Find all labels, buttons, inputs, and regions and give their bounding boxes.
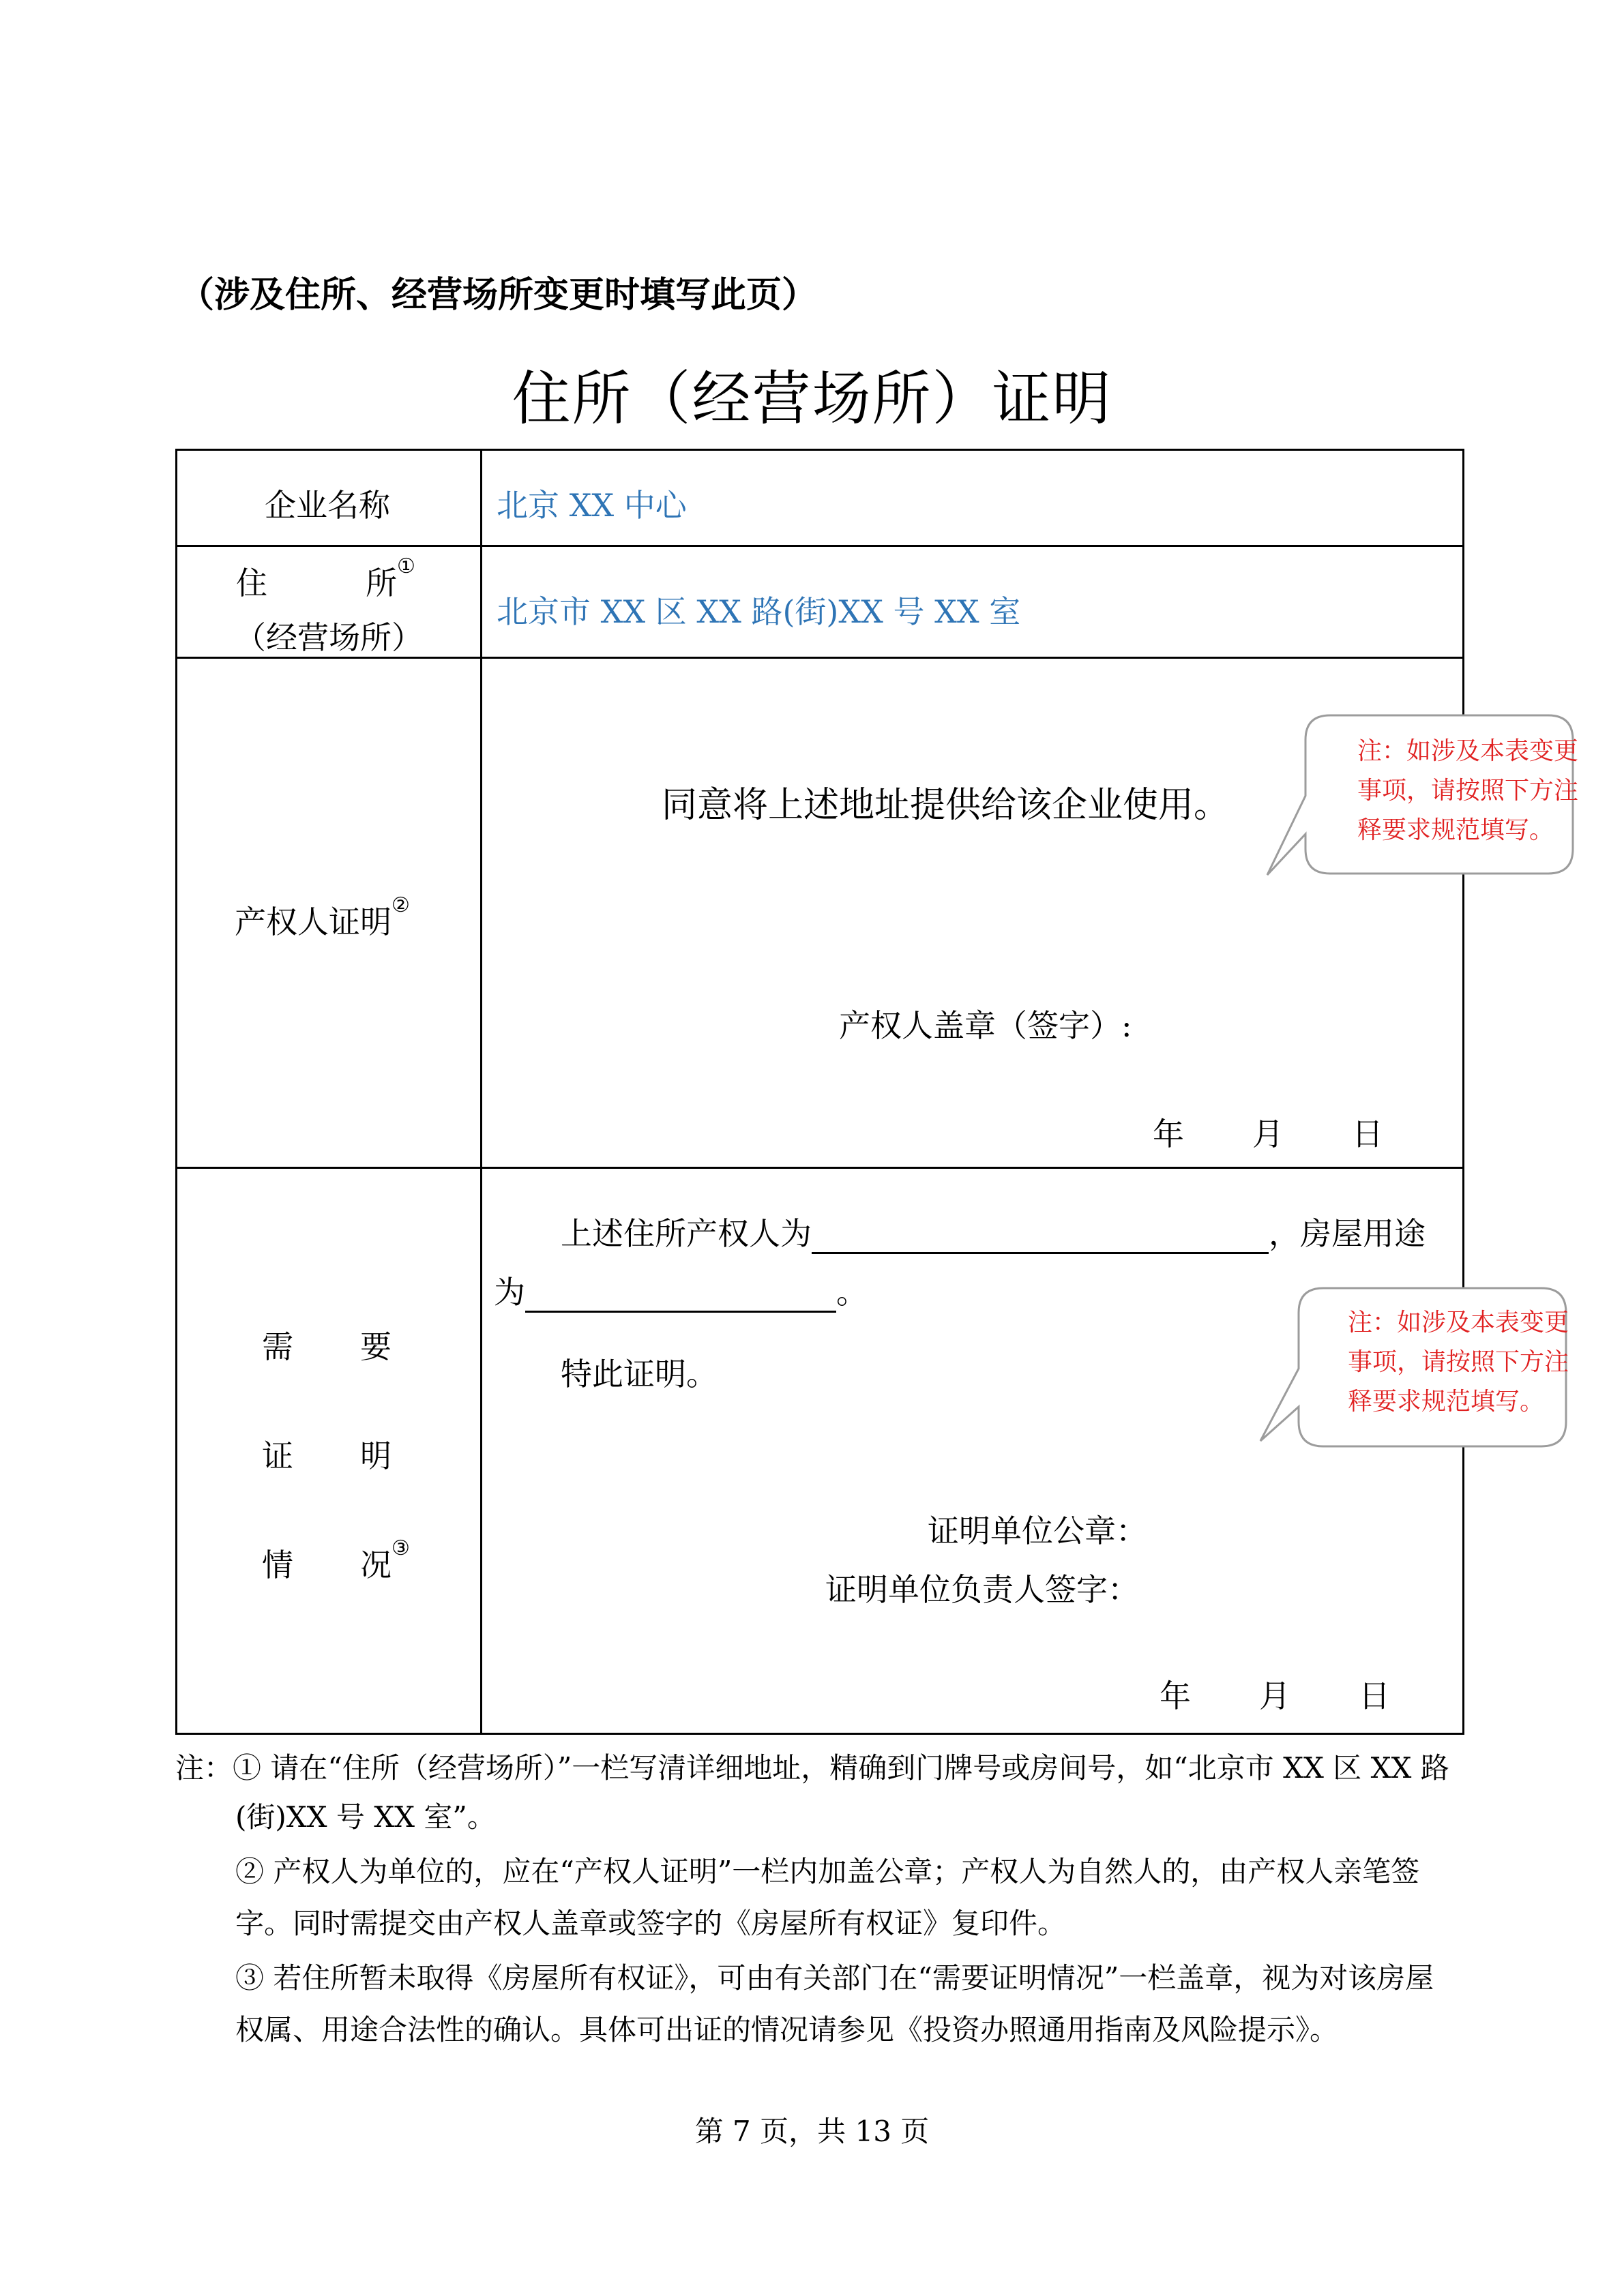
callout-line: 注：如涉及本表变更 <box>1357 737 1579 765</box>
footnote-marker-3: ③ <box>392 1536 410 1560</box>
company-name-label: 企业名称 <box>265 487 390 524</box>
required-proof-label-1a: 需 <box>262 1328 293 1365</box>
note-1-line-2: (街)XX 号 XX 室”。 <box>235 1800 496 1834</box>
callout-line: 事项，请按照下方注 <box>1348 1348 1569 1376</box>
callout-line: 注：如涉及本表变更 <box>1348 1309 1569 1337</box>
owner-proof-label: 产权人证明② <box>235 893 410 940</box>
consent-statement: 同意将上述地址提供给该企业使用。 <box>662 785 1230 826</box>
owner-seal-label: 产权人盖章（签字）: <box>839 1007 1132 1044</box>
callout-line: 释要求规范填写。 <box>1357 816 1554 844</box>
date-month: 月 <box>1259 1678 1290 1714</box>
date-day: 日 <box>1352 1116 1383 1152</box>
certify-statement: 特此证明。 <box>561 1356 718 1392</box>
required-proof-label-3b: 况③ <box>360 1536 410 1583</box>
annotation-callout <box>1262 713 1579 880</box>
callout-line: 事项，请按照下方注 <box>1357 777 1579 805</box>
required-proof-label-3a: 情 <box>262 1547 293 1583</box>
required-proof-label-1b: 要 <box>360 1328 392 1365</box>
date-year: 年 <box>1153 1116 1184 1152</box>
address-label-char1: 住 <box>236 565 267 601</box>
usage-blank[interactable] <box>525 1281 836 1313</box>
company-name-value[interactable]: 北京 XX 中心 <box>497 487 687 524</box>
unit-sign-label: 证明单位负责人签字： <box>825 1571 1139 1608</box>
row-divider <box>177 545 1462 547</box>
note-2-line-2: 字。同时需提交由产权人盖章或签字的《房屋所有权证》复印件。 <box>235 1907 1067 1940</box>
owner-line: 上述住所产权人为 ，房屋用途 <box>561 1209 1426 1254</box>
address-value[interactable]: 北京市 XX 区 XX 路(街)XX 号 XX 室 <box>497 593 1021 630</box>
note-2-line-1: ② 产权人为单位的，应在“产权人证明”一栏内加盖公章；产权人为自然人的，由产权人亲笔签 <box>235 1855 1420 1888</box>
address-label-char2: 所① <box>366 554 415 601</box>
column-divider <box>480 451 482 1733</box>
page-number: 第 7 页，共 13 页 <box>694 2115 930 2148</box>
callout-line: 释要求规范填写。 <box>1348 1388 1545 1416</box>
footnote-marker-1: ① <box>397 554 415 578</box>
date-year: 年 <box>1160 1678 1191 1714</box>
required-proof-label-2a: 证 <box>262 1437 293 1474</box>
note-3-line-1: ③ 若住所暂未取得《房屋所有权证》，可由有关部门在“需要证明情况”一栏盖章，视为对该房屋 <box>235 1961 1434 1995</box>
certificate-table <box>175 449 1464 1735</box>
page-title: 住所（经营场所）证明 <box>512 365 1112 433</box>
unit-seal-label: 证明单位公章： <box>928 1512 1147 1549</box>
date-day: 日 <box>1359 1678 1390 1714</box>
address-label-sub: （经营场所） <box>235 619 423 656</box>
required-proof-label-2b: 明 <box>360 1437 392 1474</box>
usage-line: 为 。 <box>494 1268 868 1313</box>
note-1-line-1: 注：① 请在“住所（经营场所）”一栏写清详细地址，精确到门牌号或房间号，如“北京市 XX 区 XX 路 <box>175 1751 1449 1785</box>
owner-blank[interactable] <box>812 1223 1269 1254</box>
date-month: 月 <box>1252 1116 1284 1152</box>
annotation-callout <box>1255 1285 1569 1452</box>
note-3-line-2: 权属、用途合法性的确认。具体可出证的情况请参见《投资办照通用指南及风险提示》。 <box>235 2013 1339 2046</box>
row-divider <box>177 1167 1462 1169</box>
page-subtitle: （涉及住所、经营场所变更时填写此页） <box>179 275 818 316</box>
footnote-marker-2: ② <box>392 893 410 917</box>
